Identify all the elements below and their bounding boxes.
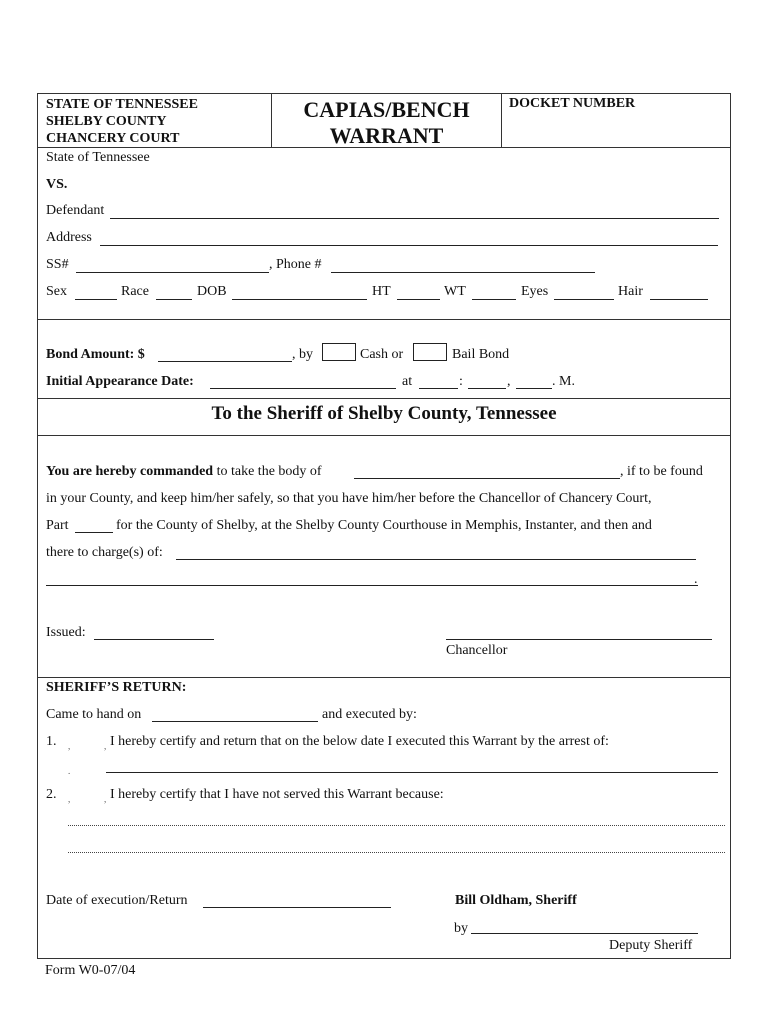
command-bold: You are hereby commanded bbox=[46, 464, 214, 479]
arrest-of-field[interactable] bbox=[106, 772, 718, 773]
appearance-hour-field[interactable] bbox=[419, 388, 458, 389]
defendant-label: Defendant bbox=[46, 203, 105, 218]
part-label: Part bbox=[46, 518, 69, 533]
phone-field[interactable] bbox=[331, 272, 595, 273]
command-line3: for the County of Shelby, at the Shelby County Courthouse in Memphis, Instanter, and then and bbox=[116, 518, 652, 533]
return-item2-number: 2. bbox=[46, 787, 57, 802]
sheriffs-return-heading: SHERIFF’S RETURN: bbox=[46, 680, 187, 695]
command-line2: in your County, and keep him/her safely, so that you have him/her before the Chancellor of Chancery Court, bbox=[46, 491, 652, 506]
race-field[interactable] bbox=[156, 299, 192, 300]
charges-label: there to charge(s) of: bbox=[46, 545, 163, 560]
address-field[interactable] bbox=[100, 245, 718, 246]
executed-by-label: and executed by: bbox=[322, 707, 417, 722]
date-of-execution-field[interactable] bbox=[203, 907, 391, 908]
form-title-line2: WARRANT bbox=[329, 123, 444, 148]
return-item2-text: I hereby certify that I have not served this Warrant because: bbox=[110, 787, 444, 802]
if-found-text: , if to be found bbox=[620, 464, 703, 479]
command-lead bbox=[46, 465, 322, 479]
sex-label: Sex bbox=[46, 284, 67, 299]
eyes-field[interactable] bbox=[554, 299, 614, 300]
chancellor-label: Chancellor bbox=[446, 643, 508, 658]
sheriff-heading: To the Sheriff of Shelby County, Tennessee bbox=[211, 403, 557, 424]
bond-bottom-rule bbox=[38, 398, 730, 399]
court-line-county: SHELBY COUNTY bbox=[46, 114, 167, 129]
part-field[interactable] bbox=[75, 532, 113, 533]
time-colon: : bbox=[459, 374, 463, 389]
appearance-minute-field[interactable] bbox=[468, 388, 506, 389]
deputy-signature-line[interactable] bbox=[471, 933, 698, 934]
chancellor-signature-line[interactable] bbox=[446, 639, 712, 640]
bond-amount-field[interactable] bbox=[158, 361, 292, 362]
return-item1-text: I hereby certify and return that on the below date I executed this Warrant by the arrest of: bbox=[110, 734, 609, 749]
heading-bottom-rule bbox=[38, 435, 730, 436]
time-comma: , bbox=[507, 374, 511, 389]
date-of-execution-label: Date of execution/Return bbox=[46, 893, 188, 908]
came-to-hand-label: Came to hand on bbox=[46, 707, 142, 722]
dob-field[interactable] bbox=[232, 299, 367, 300]
issued-label: Issued: bbox=[46, 625, 86, 640]
charges-period: . bbox=[694, 572, 698, 587]
form-number: Form W0-07/04 bbox=[45, 963, 136, 978]
ssn-label: SS# bbox=[46, 257, 69, 272]
bond-by-label: , by bbox=[292, 347, 313, 362]
sheriff-name: Bill Oldham, Sheriff bbox=[455, 893, 577, 908]
court-line-state: STATE OF TENNESSEE bbox=[46, 97, 198, 112]
bail-bond-label: Bail Bond bbox=[452, 347, 510, 362]
cash-checkbox[interactable] bbox=[322, 343, 356, 361]
appearance-ampm-field[interactable] bbox=[516, 388, 552, 389]
cash-or-label: Cash or bbox=[360, 347, 404, 362]
bail-bond-checkbox[interactable] bbox=[413, 343, 447, 361]
deputy-by-label: by bbox=[454, 921, 468, 936]
eyes-label: Eyes bbox=[521, 284, 549, 299]
ssn-field[interactable] bbox=[76, 272, 269, 273]
item1-line-mark: . bbox=[68, 766, 71, 776]
deputy-sheriff-label: Deputy Sheriff bbox=[609, 938, 693, 953]
court-line-court: CHANCERY COURT bbox=[46, 131, 180, 146]
item1-check-mark-end: , bbox=[104, 741, 107, 751]
appearance-date-field[interactable] bbox=[210, 388, 396, 389]
initial-appearance-label: Initial Appearance Date: bbox=[46, 374, 194, 389]
issued-bottom-rule bbox=[38, 677, 730, 678]
came-to-hand-field[interactable] bbox=[152, 721, 318, 722]
weight-field[interactable] bbox=[472, 299, 516, 300]
charges-field[interactable] bbox=[176, 559, 696, 560]
phone-label: , Phone # bbox=[269, 257, 322, 272]
bond-amount-label: Bond Amount: $ bbox=[46, 347, 145, 362]
item2-check-mark[interactable]: , bbox=[68, 794, 71, 804]
item2-check-mark-end: , bbox=[104, 794, 107, 804]
charges-field-line2[interactable] bbox=[46, 585, 698, 586]
form-title-line1: CAPIAS/BENCH bbox=[303, 97, 470, 122]
versus-label: VS. bbox=[46, 177, 68, 192]
command-rest: to take the body of bbox=[216, 464, 322, 479]
defendant-field[interactable] bbox=[110, 218, 719, 219]
plaintiff-name: State of Tennessee bbox=[46, 150, 150, 165]
header-divider-right bbox=[501, 94, 502, 147]
weight-label: WT bbox=[444, 284, 466, 299]
item1-check-mark[interactable]: , bbox=[68, 741, 71, 751]
height-label: HT bbox=[372, 284, 391, 299]
issued-date-field[interactable] bbox=[94, 639, 214, 640]
meridiem-label: . M. bbox=[552, 374, 575, 389]
parties-bottom-rule bbox=[38, 319, 730, 320]
hair-field[interactable] bbox=[650, 299, 708, 300]
height-field[interactable] bbox=[397, 299, 440, 300]
at-label: at bbox=[402, 374, 413, 389]
dob-label: DOB bbox=[197, 284, 227, 299]
hair-label: Hair bbox=[618, 284, 643, 299]
return-item1-number: 1. bbox=[46, 734, 57, 749]
not-served-reason-line2[interactable] bbox=[68, 852, 725, 853]
sex-field[interactable] bbox=[75, 299, 117, 300]
address-label: Address bbox=[46, 230, 92, 245]
warrant-form bbox=[37, 93, 731, 959]
not-served-reason-line1[interactable] bbox=[68, 825, 725, 826]
body-of-field[interactable] bbox=[354, 478, 620, 479]
docket-number-label: DOCKET NUMBER bbox=[509, 96, 636, 111]
race-label: Race bbox=[121, 284, 149, 299]
